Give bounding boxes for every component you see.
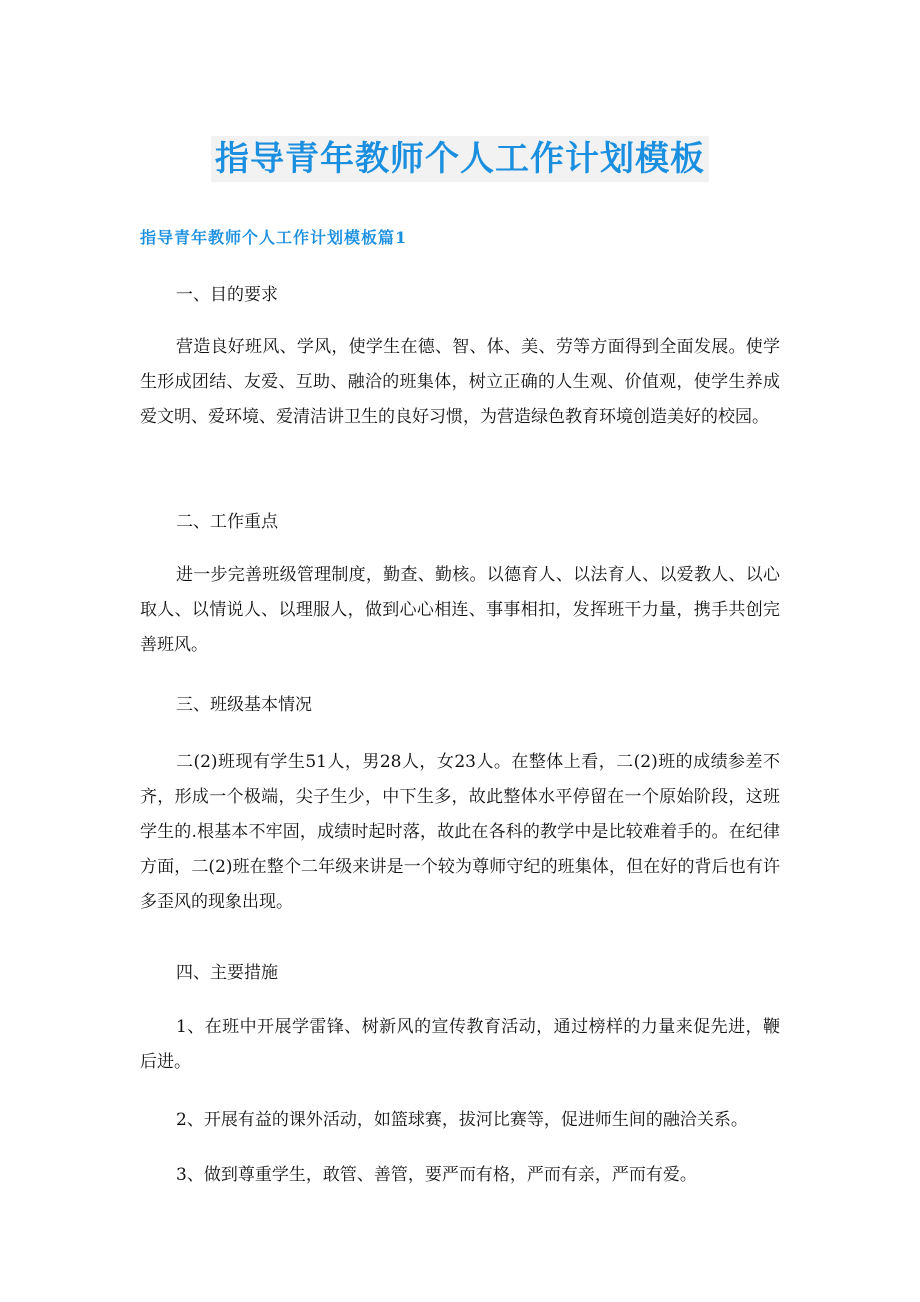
heading-class-situation: 三、班级基本情况 [176,695,312,715]
measure-item-1: 1、在班中开展学雷锋、树新风的宣传教育活动，通过榜样的力量来促先进，鞭后进。 [140,1017,780,1072]
paragraph-class-situation: 二(2)班现有学生51人，男28人，女23人。在整体上看，二(2)班的成绩参差不齐，形成一个极端，尖子生少，中下生多，故此整体水平停留在一个原始阶段，这班学生的.根基本不牢固，成绩时起时落，故此在各科的教学中是比较难着手的。在纪律方面，二(2)班在整个二年级来讲是一个较为尊师守纪的班集体，但在好的背后也有许多歪风的现象出现。 [140,752,780,912]
paragraph-objectives: 营造良好班风、学风，使学生在德、智、体、美、劳等方面得到全面发展。使学生形成团结、友爱、互助、融洽的班集体，树立正确的人生观、价值观，使学生养成爱文明、爱环境、爱清洁讲卫生的良好习惯，为营造绿色教育环境创造美好的校园。 [140,337,780,427]
heading-objectives: 一、目的要求 [176,285,278,305]
paragraph-work-focus: 进一步完善班级管理制度，勤查、勤核。以德育人、以法育人、以爱教人、以心取人、以情说人、以理服人，做到心心相连、事事相扣，发挥班干力量，携手共创完善班风。 [140,565,780,655]
measure-item-2: 2、开展有益的课外活动，如篮球赛，拔河比赛等，促进师生间的融洽关系。 [176,1110,748,1130]
heading-main-measures: 四、主要措施 [176,963,278,983]
page-title: 指导青年教师个人工作计划模板 [211,136,709,182]
title-container [0,136,920,182]
heading-work-focus: 二、工作重点 [176,512,278,532]
section-subtitle: 指导青年教师个人工作计划模板篇1 [140,228,408,247]
measure-item-3: 3、做到尊重学生，敢管、善管，要严而有格，严而有亲，严而有爱。 [176,1165,697,1185]
